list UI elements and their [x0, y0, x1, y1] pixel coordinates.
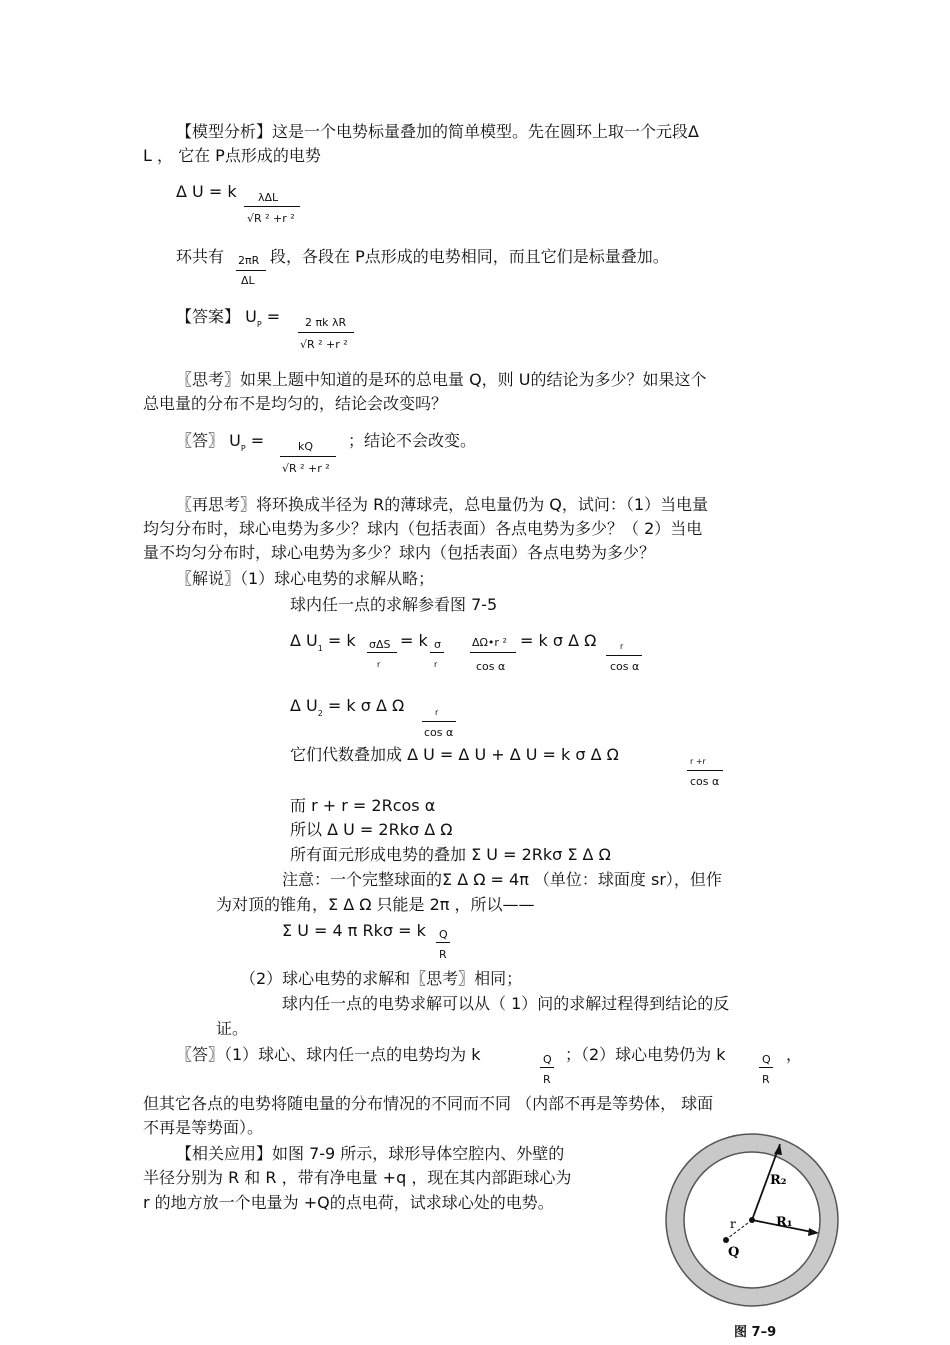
think-answer-fraction-bar — [280, 456, 336, 457]
eq4-text: 它们代数叠加成 Δ U = Δ U + Δ U = k σ Δ Ω — [290, 745, 619, 764]
eq8-bar — [436, 942, 450, 943]
eq2-f1-bar — [367, 652, 397, 653]
note-line2: 为对顶的锥角，Σ Δ Ω 只能是 2π ，所以—— — [216, 895, 535, 914]
eq2-f2-den: r — [434, 660, 438, 669]
answer2-mid: ；（2）球心电势仍为 k — [565, 1045, 726, 1064]
application-line3: r 的地方放一个电量为 +Q的点电荷，试求球心处的电势。 — [143, 1193, 554, 1212]
rethink-line1: 〖再思考〗将环换成半径为 R的薄球壳，总电量仍为 Q，试问：（1）当电量 — [176, 495, 709, 514]
ring-segments-pre: 环共有 — [176, 247, 225, 266]
answer2-f1-num: Q — [543, 1053, 552, 1066]
answer2-f1-bar — [540, 1067, 554, 1068]
answer2-line2: 但其它各点的电势将随电量的分布情况的不同而不同 （内部不再是等势体， 球面 — [143, 1094, 714, 1113]
eq2-f3-den: cos α — [476, 660, 506, 673]
rethink-line3: 量不均匀分布时，球心电势为多少？球内（包括表面）各点电势为多少？ — [143, 543, 656, 562]
eq2-f4-num: r — [620, 642, 624, 651]
think-line2: 总电量的分布不是均匀的，结论会改变吗？ — [143, 394, 448, 413]
part2-line2: 球内任一点的电势求解可以从（ 1）问的求解过程得到结论的反 — [282, 994, 730, 1013]
point-charge-Q — [723, 1237, 729, 1243]
eq2-rhs: = k σ Δ Ω — [520, 631, 597, 650]
answer2-line3: 不再是等势面）。 — [143, 1118, 264, 1137]
eq1-denominator: √R ² +r ² — [247, 212, 295, 225]
eq3-den: cos α — [424, 726, 454, 739]
eq1-fraction-bar — [244, 206, 300, 207]
note-line1: 注意：一个完整球面的Σ Δ Ω = 4π （单位：球面度 sr），但作 — [282, 870, 722, 889]
answer2-f1-den: R — [543, 1073, 551, 1086]
eq8-num: Q — [439, 928, 448, 941]
eq2-lhs: Δ $U_1 = k$ — [290, 631, 356, 653]
eq2-f4-den: cos α — [610, 660, 640, 673]
answer2-post: ， — [786, 1045, 803, 1064]
eq2-mid: = k — [400, 631, 428, 650]
explain-line1: 〖解说〗（1）球心电势的求解从略； — [176, 569, 435, 588]
eq7: 所有面元形成电势的叠加 Σ U = 2Rkσ Σ Δ Ω — [290, 845, 611, 864]
eq2-f3-bar — [470, 652, 516, 653]
eq2-f3-num: ΔΩ•r ² — [472, 636, 507, 649]
figure-7-9-diagram — [664, 1132, 840, 1308]
segments-numerator: 2πR — [238, 254, 260, 267]
eq8-den: R — [439, 948, 447, 961]
answer-denominator: √R ² +r ² — [300, 338, 348, 351]
eq3-bar — [422, 721, 456, 722]
application-line2: 半径分别为 R 和 R ，带有净电量 +q ，现在其内部距球心为 — [143, 1168, 572, 1187]
rethink-line2: 均匀分布时，球心电势为多少？球内（包括表面）各点电势为多少？（ 2）当电 — [143, 519, 703, 538]
answer2-pre: 〖答〗（1）球心、球内任一点的电势均为 k — [176, 1045, 481, 1064]
think-line1: 〖思考〗如果上题中知道的是环的总电量 Q，则 U的结论为多少？如果这个 — [176, 370, 707, 389]
application-line1: 【相关应用】如图 7-9 所示，球形导体空腔内、外壁的 — [176, 1144, 565, 1163]
answer-label: 【答案】 $U_P$ = — [176, 307, 281, 329]
think-answer-pre: 〖答〗 $U_P$ = — [176, 431, 265, 453]
segments-fraction-bar — [236, 270, 266, 271]
ring-segments-post: 段，各段在 P点形成的电势相同，而且它们是标量叠加。 — [270, 247, 669, 266]
think-answer-denominator: √R ² +r ² — [282, 462, 330, 475]
eq1-lhs: Δ U = k — [176, 182, 237, 201]
think-answer-post: ；结论不会改变。 — [348, 431, 477, 450]
eq2-f2-bar — [430, 652, 444, 653]
eq3-lhs: Δ $U_2 = k$ σ Δ Ω — [290, 696, 405, 718]
think-answer-numerator: kQ — [298, 440, 314, 453]
eq2-f1-den: r — [377, 660, 381, 669]
answer2-f2-num: Q — [762, 1053, 771, 1066]
part2-line3: 证。 — [216, 1019, 249, 1038]
answer2-f2-den: R — [762, 1073, 770, 1086]
answer-numerator: 2 πk λR — [305, 316, 347, 329]
eq4-bar — [687, 770, 723, 771]
part2-line1: （2）球心电势的求解和〖思考〗相同； — [240, 969, 523, 988]
model-analysis-line2: L ， 它在 P点形成的电势 — [143, 146, 321, 165]
label-Q: Q — [728, 1245, 740, 1260]
figure-caption: 图 7–9 — [734, 1325, 777, 1340]
eq4-den: cos α — [690, 775, 720, 788]
explain-line2: 球内任一点的求解参看图 7-5 — [290, 595, 498, 614]
model-analysis-line1: 【模型分析】这是一个电势标量叠加的简单模型。先在圆环上取一个元段Δ — [176, 122, 699, 141]
eq3-num: r — [435, 708, 439, 717]
label-r: r — [730, 1217, 736, 1231]
eq2-f4-bar — [606, 655, 642, 656]
label-R2: R₂ — [770, 1173, 787, 1188]
eq2-f2-num: σ — [434, 638, 441, 651]
answer2-f2-bar — [759, 1067, 773, 1068]
eq5: 而 r + r = 2Rcos α — [290, 796, 436, 815]
eq2-f1-num: σΔS — [369, 638, 391, 651]
eq4-num: r +r — [690, 757, 706, 766]
segments-denominator: ΔL — [241, 274, 255, 287]
eq1-numerator: λΔL — [258, 191, 279, 204]
label-R1: R₁ — [776, 1215, 793, 1230]
eq6: 所以 Δ U = 2Rkσ Δ Ω — [290, 820, 453, 839]
eq8-lhs: Σ U = 4 π Rkσ = k — [282, 921, 426, 940]
answer-fraction-bar — [298, 332, 354, 333]
